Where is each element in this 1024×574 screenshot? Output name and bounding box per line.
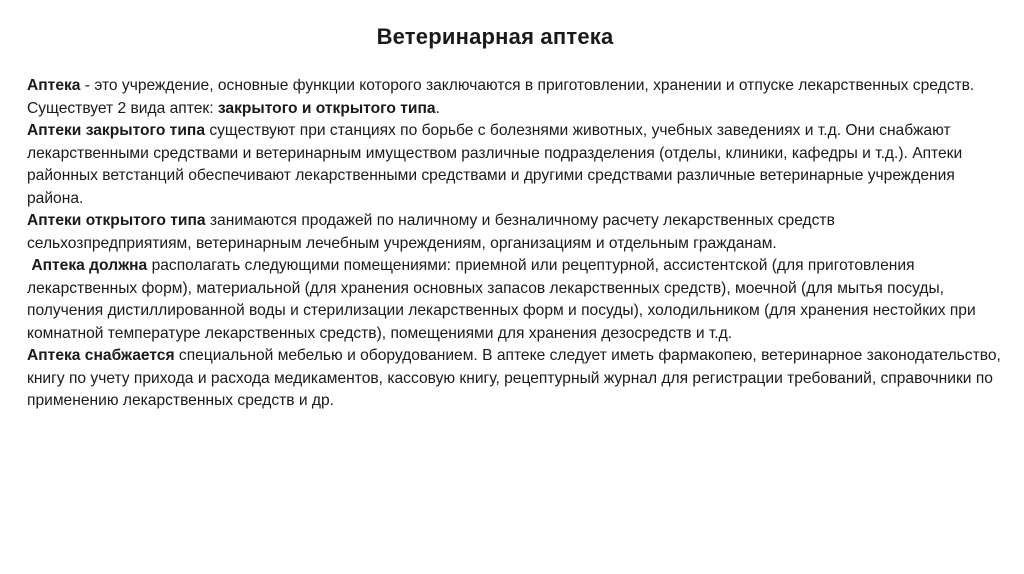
paragraph-pharmacy-premises [27,255,1002,345]
closed-pharmacies-text: существуют при станциях по борьбе с болезнями животных, учебных заведениях и т.д. Они снабжают лекарственными средствами и ветеринарным имуществом различные подразделения (отделы, клиники, кафедры и т.д.). Аптеки районных ветстанций обеспечивают лекарственными средствами и другими средствами различные ветеринарные учреждения района. [27,122,963,207]
slide-body [27,75,1002,413]
pharmacy-premises-text: располагать следующими помещениями: приемной или рецептурной, ассистентской (для приготовления лекарственных форм), материальной (для хранения основных запасов лекарственных средств), моечной (для мытья посуды, получения дистиллированной воды и стерилизации лекарственных форм и посуды), холодильником (для хранения нестойких при комнатной температуре лекарственных средств), помещениями для хранения дезосредств и т.д. [27,257,976,342]
term-open-pharmacies: Аптеки открытого типа [27,212,206,229]
pharmacy-supplies-text: специальной мебелью и оборудованием. В аптеке следует иметь фармакопею, ветеринарное законодательство, книгу по учету прихода и расхода медикаментов, кассовую книгу, рецептурный журнал для регистрации требований, справочники по применению лекарственных средств и др. [27,347,1001,409]
term-pharmacy: Аптека [27,77,81,94]
open-pharmacies-text: занимаются продажей по наличному и безналичному расчету лекарственных средств сельхозпредприятиям, ветеринарным лечебным учреждениям, организациям и отдельным гражданам. [27,212,835,252]
paragraph-closed-pharmacies [27,120,1002,210]
paragraph-pharmacy-supplies [27,345,1002,413]
pharmacy-types-text: Существует 2 вида аптек: [27,99,218,117]
term-closed-pharmacies: Аптеки закрытого типа [27,122,205,139]
pharmacy-types-tail: . [435,99,440,117]
slide-title: Ветеринарная аптека [376,24,614,49]
term-pharmacy-supplied: Аптека снабжается [27,347,175,364]
paragraph-open-pharmacies [27,210,1002,255]
term-pharmacy-must: Аптека должна [31,257,148,274]
pharmacy-types-emphasis: закрытого и открытого типа [217,99,436,117]
paragraph-pharmacy-definition [27,75,1002,98]
paragraph-pharmacy-types [27,98,1002,121]
pharmacy-definition-text: - это учреждение, основные функции которого заключаются в приготовлении, хранении и отпуске лекарственных средств. [80,77,975,94]
